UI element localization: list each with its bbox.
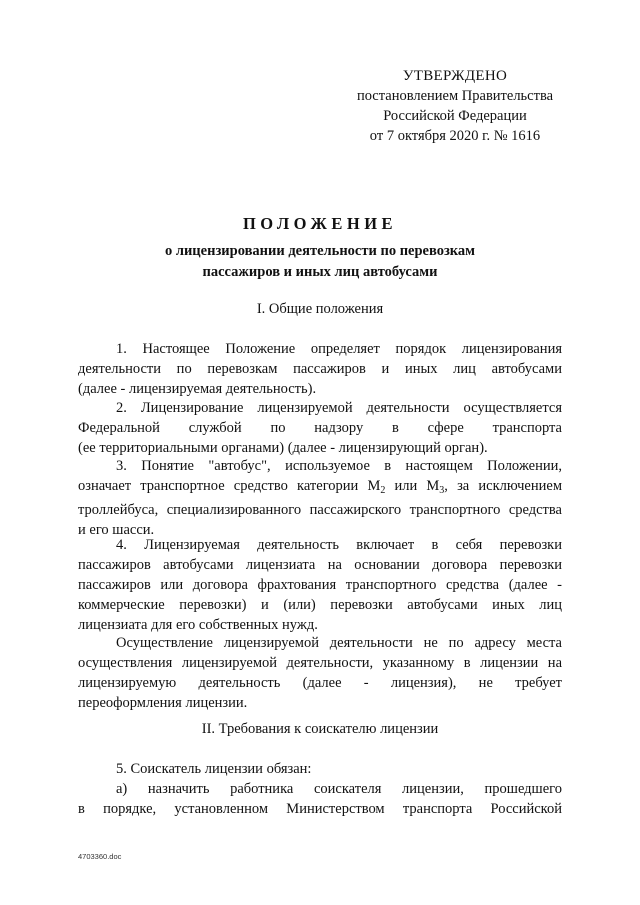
subtitle-line-2: пассажиров и иных лиц автобусами [202, 264, 438, 280]
document-file-id: 4703360.doc [78, 852, 122, 861]
text-line: 3. Понятие "автобус", используемое в настоящем Положении, [116, 458, 562, 474]
approval-stamp: УТВЕРЖДЕНО [402, 68, 508, 84]
text-line: 5. Соискатель лицензии обязан: [116, 761, 312, 777]
text-line: в порядке, установленном Министерством транспорта Российской [78, 800, 562, 817]
approval-line-1: постановлением Правительства [356, 88, 554, 104]
text-line: коммерческие перевозки) и (или) перевозки автобусами иных лиц [78, 596, 562, 613]
section-1-heading: I. Общие положения [256, 301, 384, 317]
subtitle-line-1: о лицензировании деятельности по перевозкам [164, 243, 476, 259]
text-line: 1. Настоящее Положение определяет порядок лицензирования [116, 341, 562, 357]
paragraph-1 [78, 340, 562, 400]
text-line: переоформления лицензии. [78, 694, 248, 711]
text-line: осуществления лицензируемой деятельности, указанному в лицензии на [78, 654, 562, 671]
text-line: Осуществление лицензируемой деятельности не по адресу места [116, 635, 562, 651]
text-line: а) назначить работника соискателя лицензии, прошедшего [116, 780, 562, 797]
paragraph-5 [78, 634, 562, 714]
text-line: пассажиров автобусами лицензиата на основании договора перевозки [78, 556, 562, 573]
text-line: (ее территориальными органами) (далее - лицензирующий орган). [78, 439, 488, 456]
text-line: троллейбуса, специализированного пассажирского транспортного средства [78, 501, 562, 518]
text-line: пассажиров или договора фрахтования транспортного средства (далее - [78, 576, 562, 593]
text-line: (далее - лицензируемая деятельность). [78, 380, 317, 397]
approval-line-3: от 7 октября 2020 г. № 1616 [369, 128, 541, 144]
document-title: ПОЛОЖЕНИЕ [242, 214, 398, 233]
text-line: и его шасси. [78, 521, 155, 538]
paragraph-5-obligations [78, 760, 562, 820]
section-2-heading: II. Требования к соискателю лицензии [201, 721, 439, 737]
approval-line-2: Российской Федерации [383, 108, 527, 124]
text-line: 2. Лицензирование лицензируемой деятельности осуществляется [116, 400, 562, 416]
text-line: деятельности по перевозкам пассажиров и иных лиц автобусами [78, 360, 562, 377]
paragraph-3 [78, 457, 562, 541]
text-line: Федеральной службой по надзору в сфере транспорта [78, 419, 562, 436]
approval-block [340, 66, 570, 146]
text-line: лицензируемую деятельность (далее - лицензия), не требует [78, 674, 562, 691]
text-line: означает транспортное средство категории $М_2$ или $М_3$, за исключением [78, 477, 562, 496]
paragraph-2 [78, 399, 562, 459]
paragraph-4 [78, 536, 562, 636]
text-line: 4. Лицензируемая деятельность включает в себя перевозки [116, 537, 562, 553]
text-line: лицензиата для его собственных нужд. [78, 616, 318, 633]
document-subtitle [0, 241, 640, 283]
